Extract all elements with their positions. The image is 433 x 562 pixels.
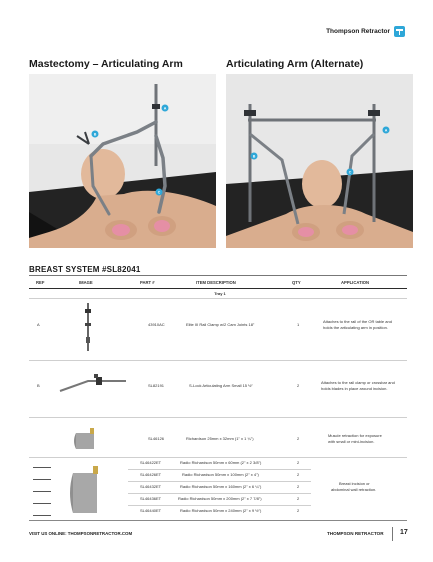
application-line: with small or mini-incision. xyxy=(328,439,375,444)
row-stub xyxy=(33,467,51,468)
section-title-alternate: Articulating Arm (Alternate) xyxy=(226,58,364,70)
item-cell: Radio Richardson 50mm x 240mm (2" x 9 ½") xyxy=(180,508,262,513)
row-stub xyxy=(33,491,51,492)
application-line: Muscle retraction for exposure xyxy=(328,433,382,438)
application-line: Attaches to the rail of the OR table and xyxy=(323,319,392,324)
qty-cell: 2 xyxy=(297,472,300,477)
footer-website: VISIT US ONLINE: THOMPSONRETRACTOR.COM xyxy=(29,531,133,536)
rail-clamp-image xyxy=(74,301,104,353)
photo-marker: C xyxy=(157,190,161,195)
header-rule xyxy=(29,288,407,289)
row-stub xyxy=(33,515,51,516)
application-line: Attaches to the rail clamp or crossbar and xyxy=(321,380,395,385)
part-cell: 43910AC xyxy=(148,322,165,327)
richardson-blade-image xyxy=(72,425,100,453)
col-header-application: APPLICATION xyxy=(341,280,370,285)
brand-logo-icon xyxy=(394,26,405,37)
table-bottom-rule xyxy=(29,520,407,521)
system-title: BREAST SYSTEM #SL82041 xyxy=(29,265,141,274)
application-line: holds blades in place around incision. xyxy=(321,386,388,391)
qty-cell: 2 xyxy=(297,383,300,388)
photo-marker: A xyxy=(163,106,167,111)
ref-cell: A xyxy=(37,322,40,327)
photo-mastectomy-articulating-arm xyxy=(29,74,216,248)
application-line: holds the articulating arm in position. xyxy=(323,325,388,330)
col-header-qty: QTY xyxy=(292,280,301,285)
row-divider xyxy=(29,457,407,458)
part-cell: SL46440ET xyxy=(140,508,162,513)
brand-logo xyxy=(326,26,405,37)
qty-cell: 2 xyxy=(297,496,300,501)
photo-alternate-articulating-arm xyxy=(226,74,413,248)
row-divider xyxy=(128,481,311,482)
row-stub xyxy=(33,479,51,480)
row-divider xyxy=(128,493,311,494)
articulating-arm-image xyxy=(58,371,128,395)
part-cell: SL82191 xyxy=(148,383,165,388)
col-header-image: IMAGE xyxy=(79,280,93,285)
qty-cell: 2 xyxy=(297,436,300,441)
qty-cell: 1 xyxy=(297,322,300,327)
page-number: 17 xyxy=(400,529,408,536)
section-title-mastectomy: Mastectomy – Articulating Arm xyxy=(29,58,183,70)
col-header-part: PART # xyxy=(140,280,155,285)
item-cell: Richardson 25mm x 32mm (1" x 1 ¼") xyxy=(186,436,254,441)
row-divider xyxy=(128,505,311,506)
part-cell: SL46436ET xyxy=(140,496,162,501)
footer-brand: THOMPSON RETRACTOR xyxy=(327,531,384,536)
qty-cell: 2 xyxy=(297,460,300,465)
part-cell: SL46432ET xyxy=(140,484,162,489)
part-cell: SL46426ET xyxy=(140,472,162,477)
tray-rule xyxy=(29,298,407,299)
photo-marker: B xyxy=(93,132,97,137)
photo-marker: A xyxy=(384,128,388,133)
group-application-line: Breast incision or xyxy=(339,481,370,486)
ref-cell: B xyxy=(37,383,40,388)
tray-label: Tray 1 xyxy=(214,291,226,296)
col-header-ref: REF xyxy=(36,280,45,285)
title-rule xyxy=(29,275,407,276)
item-cell: Radio Richardson 50mm x 160mm (2" x 6 ¼") xyxy=(180,484,262,489)
item-cell: Radio Richardson 50mm x 60mm (2" x 2 3/8") xyxy=(180,460,262,465)
photo-marker: C xyxy=(348,170,352,175)
item-cell: S-Lock Articulating Arm Small 15 ½" xyxy=(189,383,253,388)
item-cell: Radio Richardson 50mm x 100mm (2" x 4") xyxy=(182,472,259,477)
qty-cell: 2 xyxy=(297,484,300,489)
part-cell: SL46422ET xyxy=(140,460,162,465)
item-cell: Elite III Rail Clamp w/2 Cam Joints 18" xyxy=(186,322,255,327)
item-cell: Radio Richardson 50mm x 200mm (2" x 7 7/8") xyxy=(178,496,262,501)
photo-marker: B xyxy=(252,154,256,159)
group-application-line: abdominal wall retraction. xyxy=(331,487,377,492)
col-header-item: ITEM DESCRIPTION xyxy=(196,280,236,285)
part-cell: SL46126 xyxy=(148,436,165,441)
brand-name: Thompson Retractor xyxy=(326,28,390,35)
radio-richardson-blade-image xyxy=(67,463,105,519)
row-stub xyxy=(33,503,51,504)
row-divider xyxy=(128,469,311,470)
footer-divider xyxy=(392,527,393,541)
row-divider xyxy=(29,417,407,418)
row-divider xyxy=(29,360,407,361)
qty-cell: 2 xyxy=(297,508,300,513)
